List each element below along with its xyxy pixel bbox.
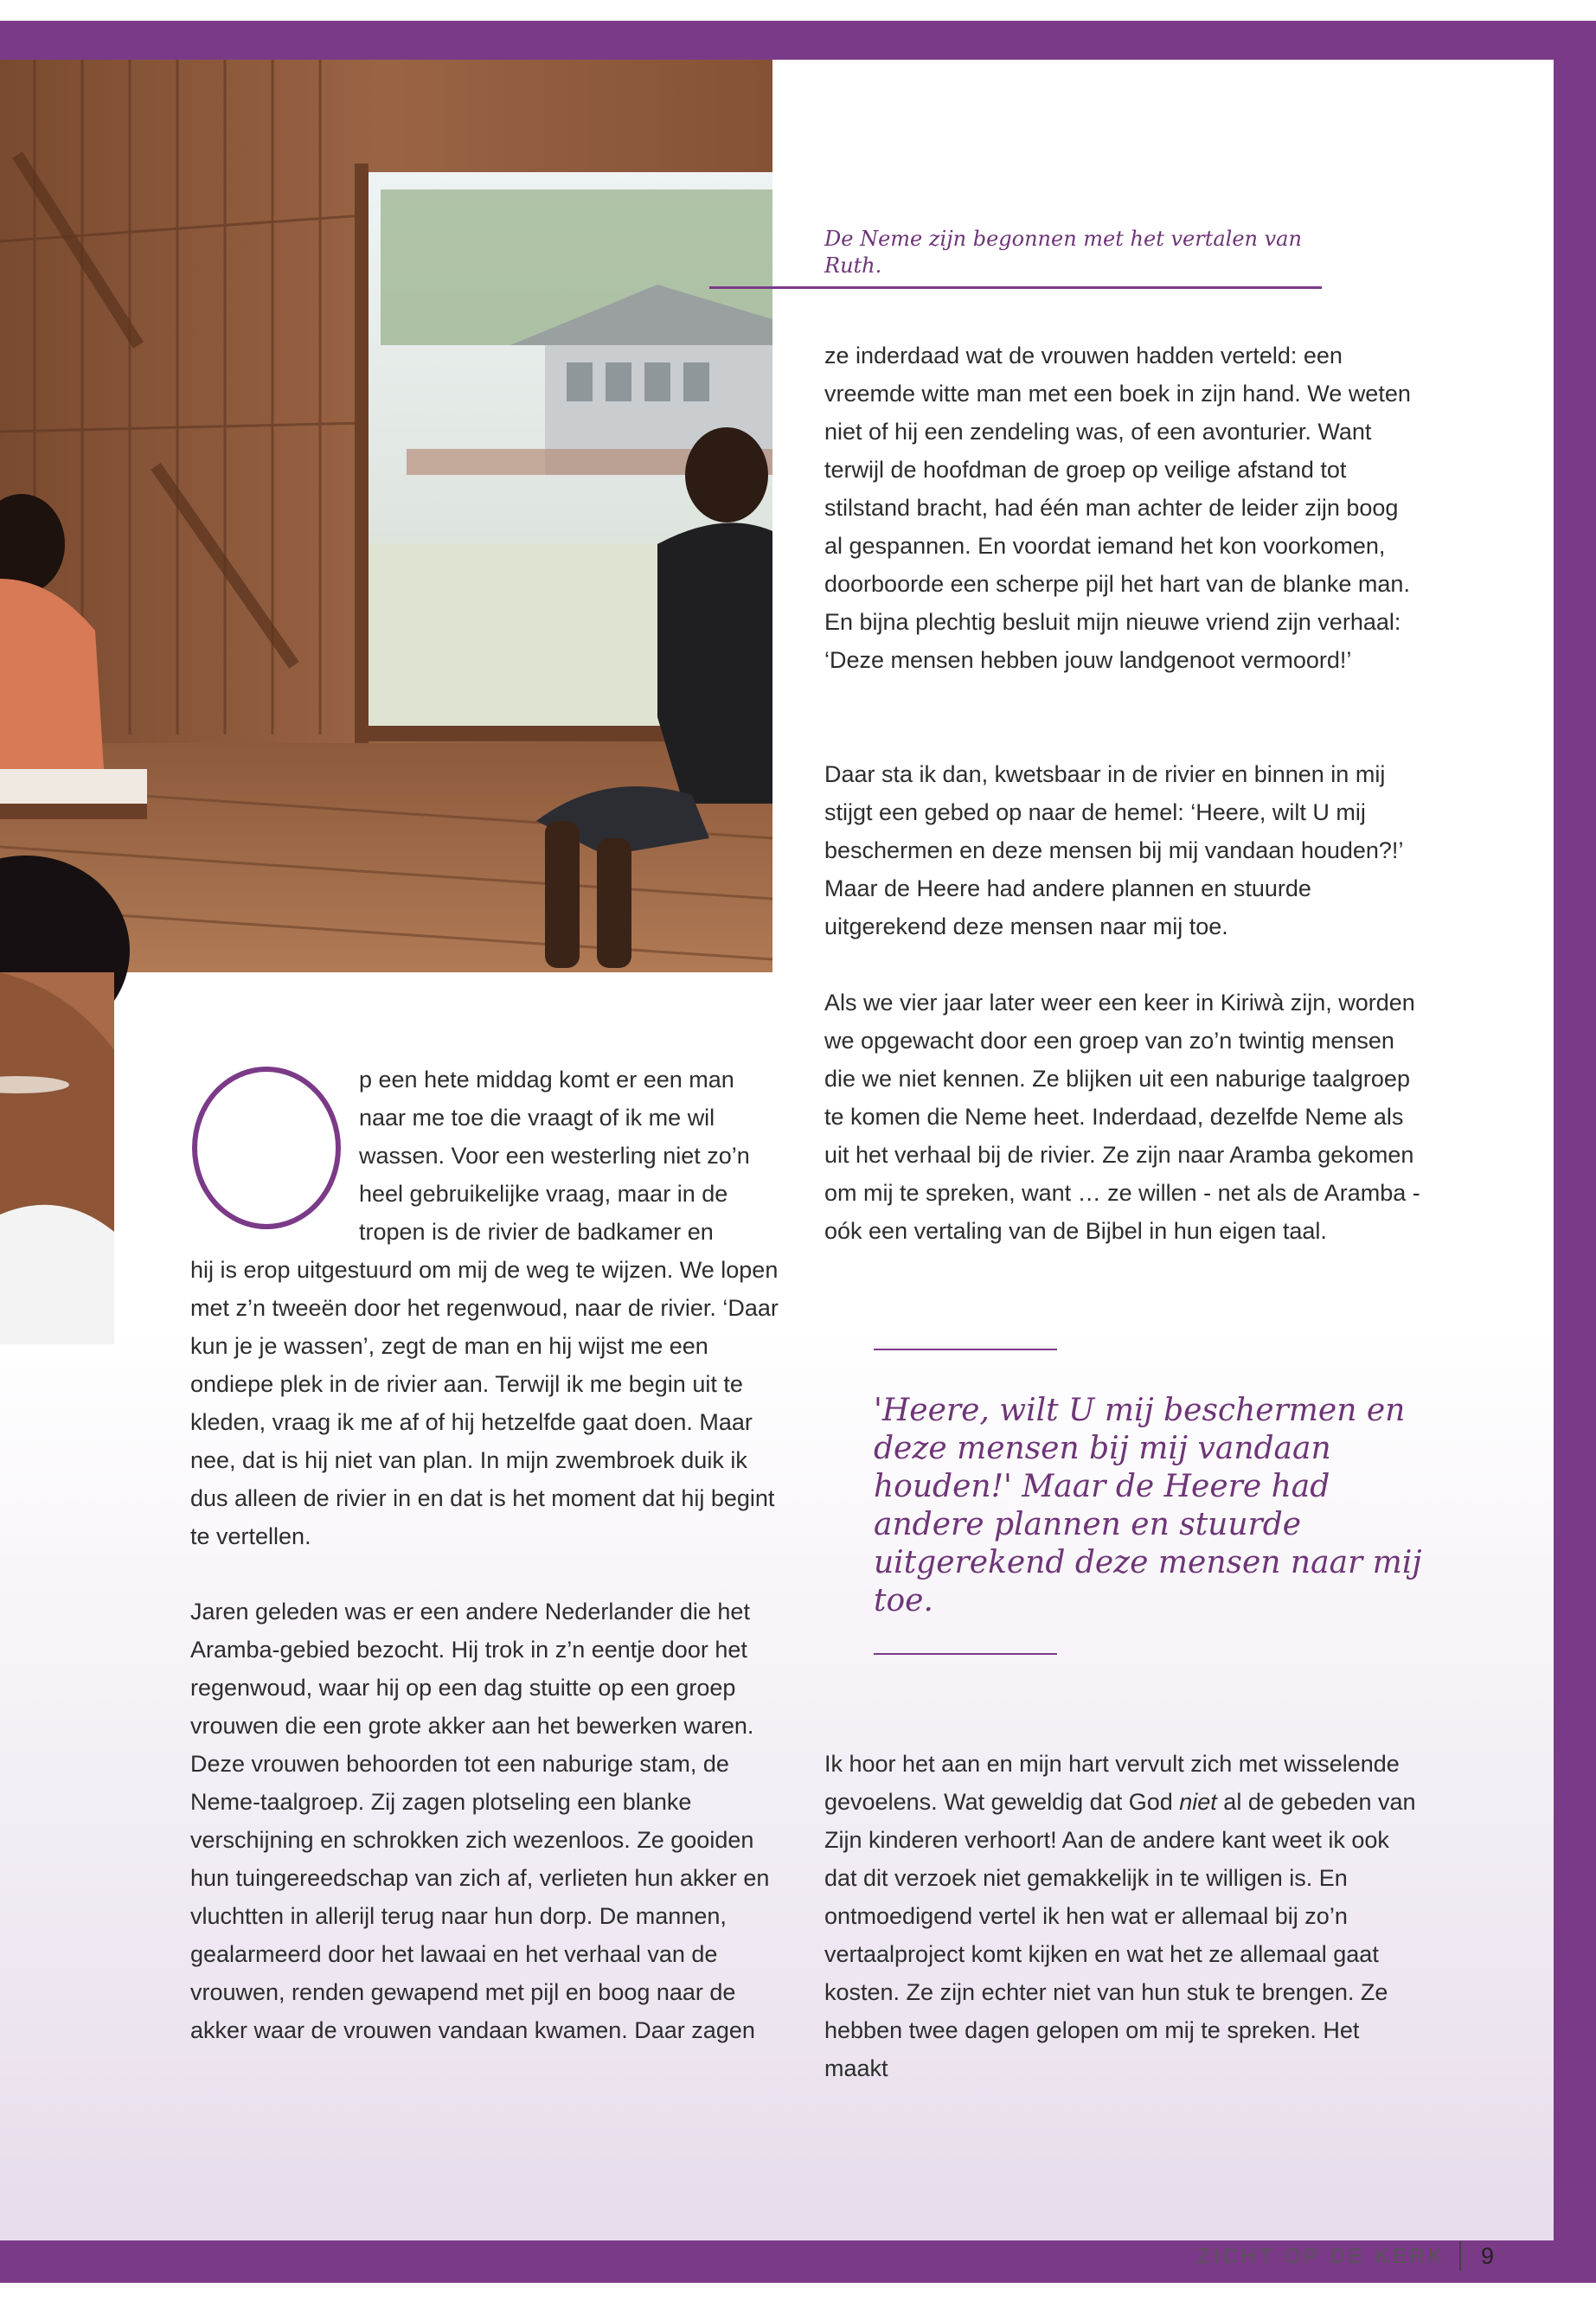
photo-lower-strip xyxy=(0,972,114,1344)
pull-quote: 'Heere, wilt U mij beschermen en deze mensen bij mij vandaan houden!' Maar de Heere had andere plannen en stuurde uitgerekend deze mensen naar mij toe. xyxy=(874,1393,1422,1618)
magazine-page xyxy=(0,60,1554,2269)
photo-caption: De Neme zijn begonnen met het vertalen van Ruth. xyxy=(824,227,1302,279)
dropcap-o xyxy=(192,1067,341,1229)
lead-indented-lines: p een hete middag komt er een man naar me toe die vraagt of ik me wil wassen. Voor een westerling niet zo’n heel gebruikelijke vraag, maar in de tropen is de rivier de badkamer en xyxy=(359,1067,750,1245)
footer-separator xyxy=(1459,2241,1461,2271)
page-number: 9 xyxy=(1480,2243,1494,2269)
page-footer xyxy=(1167,2241,1496,2272)
purple-frame-right xyxy=(1554,21,1596,2283)
right-paragraph-2: Daar sta ik dan, kwetsbaar in de rivier en binnen in mij stijgt een gebed op naar de hemel: ‘Heere, wilt U mij beschermen en deze mensen bij mij vandaan houden?!’ Maar de Heere had andere plannen en stuurde uitgerekend deze mensen naar mij toe. xyxy=(824,761,1403,939)
left-paragraph-2: Jaren geleden was er een andere Nederlander die het Aramba-gebied bezocht. Hij trok in z’n eentje door het regenwoud, waar hij op een dag stuitte op een groep vrouwen die een grote akker aan het bewerken waren. Deze vrouwen behoorden tot een naburige stam, de Neme-taalgroep. Zij zagen plotseling een blanke verschijning en schrokken zich wezenloos. Ze gooiden hun tuingereedschap van zich af, verlieten hun akker en vluchtten in allerijl terug naar hun dorp. De mannen, gealarmeerd door het lawaai en het verhaal van de vrouwen, renden gewapend met pijl en boog naar de akker waar de vrouwen vandaan kwamen. Daar zagen xyxy=(190,1599,770,2043)
pullquote-rule-top xyxy=(874,1349,1057,1350)
right-paragraph-3: Als we vier jaar later weer een keer in Kiriwà zijn, worden we opgewacht door een groep van zo’n twintig mensen die we niet kennen. Ze blijken uit een naburige taalgroep te komen die Neme heet. Inderdaad, dezelfde Neme als uit het verhaal bij de rivier. Ze zijn naar Aramba gekomen om mij te spreken, want … ze willen - net als de Aramba - oók een vertaling van de Bijbel in hun eigen taal. xyxy=(824,990,1420,1244)
caption-rule xyxy=(709,286,1322,289)
hut-interior-photo xyxy=(0,60,772,972)
left-paragraph-1-continued: hij is erop uitgestuurd om mij de weg te wijzen. We lopen met z’n tweeën door het regenwoud, naar de rivier. ‘Daar kun je je wassen’, zegt de man en hij wijst me een ondiepe plek in de rivier aan. Terwijl ik me begin uit te kleden, vraag ik me af of hij hetzelfde gaat doen. Maar nee, dat is hij niet van plan. In mijn zwembroek duik ik dus alleen de rivier in en dat is het moment dat hij begint te vertellen. xyxy=(190,1257,779,1549)
right-paragraph-1: ze inderdaad wat de vrouwen hadden verteld: een vreemde witte man met een boek in zijn hand. We weten niet of hij een zendeling was, of een avonturier. Want terwijl de hoofdman de groep op veilige afstand tot stilstand bracht, had één man achter de leider zijn boog al gespannen. En voordat iemand het kon voorkomen, doorboorde een scherpe pijl het hart van de blanke man. En bijna plechtig besluit mijn nieuwe vriend zijn verhaal: ‘Deze mensen hebben jouw landgenoot vermoord!’ xyxy=(824,343,1411,673)
purple-frame-top xyxy=(0,21,1596,60)
emphasis-word: niet xyxy=(1179,1789,1217,1815)
right-paragraph-4: Ik hoor het aan en mijn hart vervult zich met wisselende gevoelens. Wat geweldig dat God niet al de gebeden van Zijn kinderen verhoort! Aan de andere kant weet ik ook dat dit verzoek niet gemakkelijk in te willigen is. En ontmoedigend vertel ik hen wat er allemaal bij zo’n vertaalproject komt kijken en wat het ze allemaal gaat kosten. Ze zijn echter niet van hun stuk te brengen. Ze hebben twee dagen gelopen om mij te spreken. Het maakt xyxy=(824,1751,1416,2081)
shoulder-illustration xyxy=(0,972,114,1344)
pullquote-rule-bottom xyxy=(874,1653,1057,1655)
magazine-name: ZICHT OP DE KERK xyxy=(1196,2245,1445,2268)
hut-illustration xyxy=(0,60,772,972)
